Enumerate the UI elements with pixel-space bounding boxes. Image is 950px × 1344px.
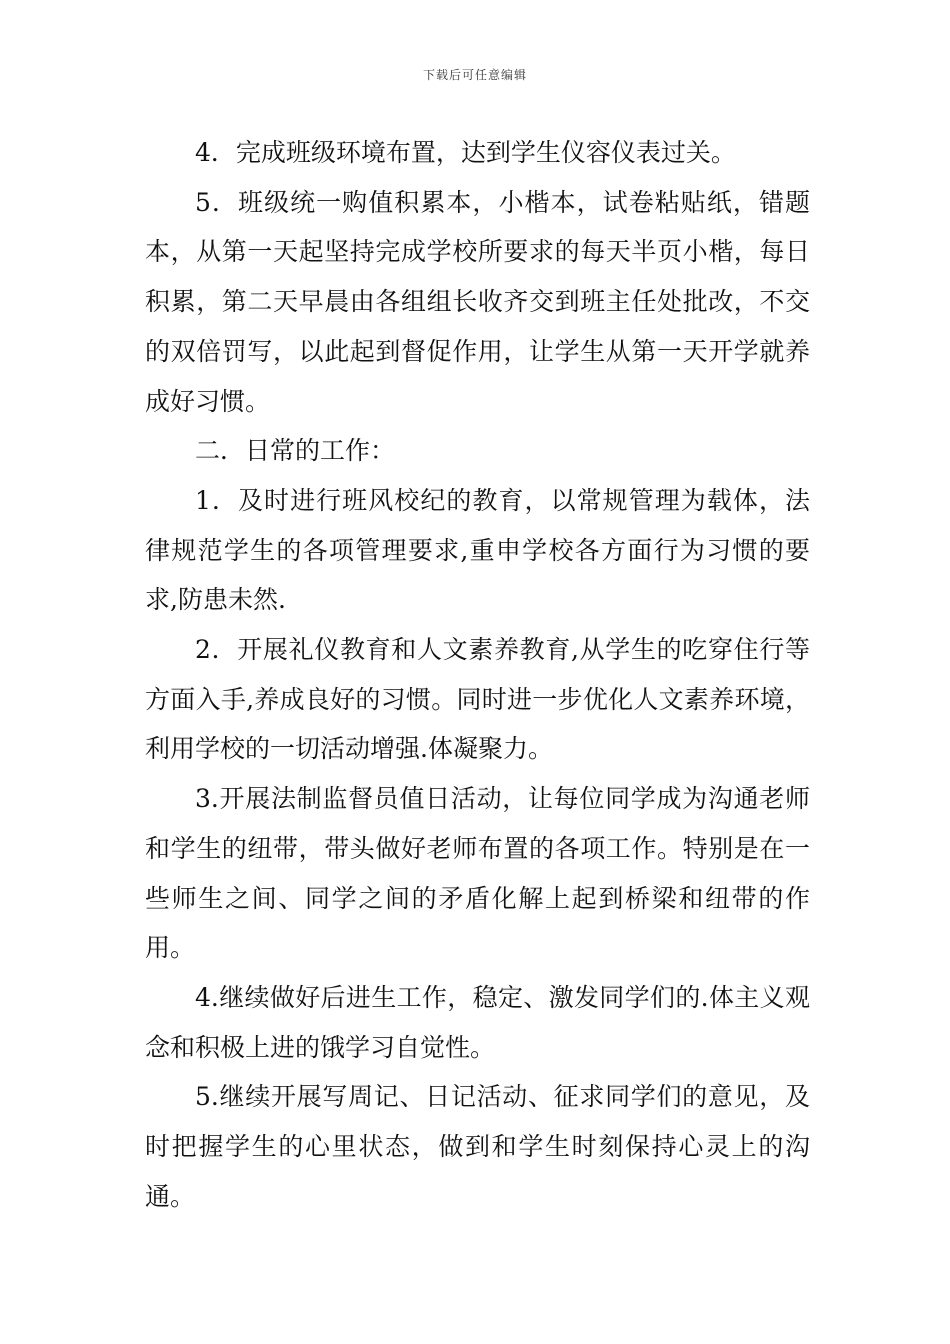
paragraph-daily-3: 3.开展法制监督员值日活动，让每位同学成为沟通老师和学生的纽带，带头做好老师布置的各项工作。特别是在一些师生之间、同学之间的矛盾化解上起到桥梁和纽带的作用。	[145, 784, 810, 963]
section-heading-daily-work: 二．日常的工作：	[195, 436, 396, 466]
paragraph-item-5: 5．班级统一购值积累本，小楷本，试卷粘贴纸，错题本，从第一天起坚持完成学校所要求的每天半页小楷，每日积累，第二天早晨由各组组长收齐交到班主任处批改，不交的双倍罚写，以此起到督促作用，让学生从第一天开学就养成好习惯。	[145, 187, 810, 416]
header-note: 下载后可任意编辑	[422, 68, 527, 82]
paragraph-daily-1: 1．及时进行班风校纪的教育，以常规管理为载体，法律规范学生的各项管理要求,重申学校各方面行为习惯的要求,防患未然.	[145, 485, 810, 615]
paragraph-daily-5: 5.继续开展写周记、日记活动、征求同学们的意见，及时把握学生的心里状态，做到和学生时刻保持心灵上的沟通。	[145, 1082, 810, 1211]
document-body	[145, 128, 810, 1221]
paragraph-daily-2: 2．开展礼仪教育和人文素养教育,从学生的吃穿住行等方面入手,养成良好的习惯。同时进一步优化人文素养环境，利用学校的一切活动增强.体凝聚力。	[145, 635, 810, 764]
paragraph-item-4: 4．完成班级环境布置，达到学生仪容仪表过关。	[195, 138, 736, 167]
paragraph-daily-4: 4.继续做好后进生工作，稳定、激发同学们的.体主义观念和积极上进的饿学习自觉性。	[145, 982, 810, 1062]
